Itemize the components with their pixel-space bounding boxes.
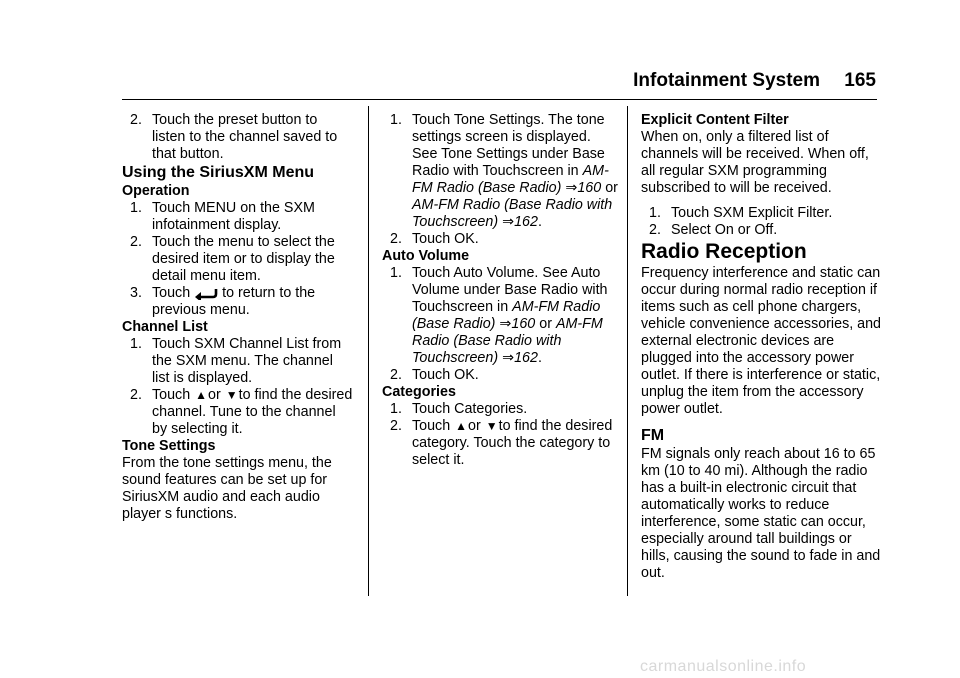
item-number: 1. <box>390 401 402 417</box>
section-heading-fm: FM <box>641 427 665 444</box>
item-text: or <box>208 387 221 403</box>
item-text: Touch <box>152 285 191 301</box>
cross-reference-link[interactable]: AM-FM Radio (Base Radio with Touchscreen) <box>412 316 603 366</box>
item-text: Touch Tone Settings. The tone settings screen is displayed. See Tone Settings under Base Radio with Touchscreen in <box>412 112 605 179</box>
cross-reference-link[interactable]: AM-FM Radio (Base Radio) <box>412 299 601 332</box>
list-item: 1. Touch Tone Settings. The tone settings screen is displayed. See Tone Settings under Base Radio with Touchscreen in AM-FM Radio (Base Radio) ⇒160 or AM-FM Radio (Base Radio with Touchscreen) ⇒162. <box>390 112 618 230</box>
item-text: Touch Auto Volume. See Auto Volume under Base Radio with Touchscreen in <box>412 265 608 315</box>
list-item: 1. Touch Auto Volume. See Auto Volume under Base Radio with Touchscreen in AM-FM Radio (Base Radio) ⇒160 or AM-FM Radio (Base Radio with Touchscreen) ⇒162. <box>390 265 608 366</box>
item-text: or <box>468 418 481 434</box>
item-number: 2. <box>130 234 142 250</box>
list-item <box>641 205 881 222</box>
page-ref[interactable]: 162 <box>514 350 538 366</box>
cross-reference-link[interactable]: AM-FM Radio (Base Radio) <box>412 163 609 196</box>
column-divider-right <box>627 106 628 596</box>
column-1 <box>122 112 354 531</box>
item-number: 1. <box>130 200 142 216</box>
item-text: Touch OK. <box>412 367 479 383</box>
list-item <box>122 200 354 234</box>
page-ref[interactable]: 160 <box>511 316 536 332</box>
up-arrow-icon: ▲ <box>455 419 468 433</box>
column-divider-left <box>368 106 369 596</box>
paragraph-explicit-filter: When on, only a filtered list of channels will be received. When off, all regular SXM programming subscribed to will be received. <box>641 129 869 196</box>
item-number: 2. <box>390 367 402 383</box>
item-text: Select On or Off. <box>671 222 778 238</box>
item-text: to find the desired channel. Tune to the channel by selecting it. <box>152 387 353 437</box>
list-item <box>641 222 881 239</box>
item-number: 1. <box>390 112 402 128</box>
paragraph-tone-settings: From the tone settings menu, the sound features can be set up for SiriusXM audio and each audio player s functions. <box>122 455 332 522</box>
up-arrow-icon: ▲ <box>195 388 208 402</box>
list-item <box>122 387 354 438</box>
page-ref[interactable]: 160 <box>577 180 602 196</box>
subheading-operation: Operation <box>122 183 190 199</box>
list-item <box>382 367 618 384</box>
list-item <box>382 231 618 248</box>
item-text: Touch Categories. <box>412 401 528 417</box>
item-text: Touch <box>412 418 451 434</box>
item-text: or <box>605 180 618 196</box>
column-3 <box>641 112 881 590</box>
list-item <box>382 401 618 418</box>
page-number: 165 <box>844 70 876 91</box>
item-number: 1. <box>130 336 142 352</box>
page-ref-arrow-icon: ⇒ <box>499 316 512 332</box>
item-number: 2. <box>130 112 142 128</box>
cross-reference-link[interactable]: AM-FM Radio (Base Radio with Touchscreen) <box>412 197 613 230</box>
header-rule <box>122 99 877 100</box>
item-text: or <box>539 316 552 332</box>
item-text: Touch the menu to select the desired item or to display the detail menu item. <box>152 234 335 284</box>
page-ref-arrow-icon: ⇒ <box>502 214 515 230</box>
item-text: Touch SXM Channel List from the SXM menu. The channel list is displayed. <box>152 336 342 386</box>
item-number: 2. <box>390 231 402 247</box>
column-2 <box>382 112 618 469</box>
list-item <box>122 112 354 163</box>
down-arrow-icon: ▼ <box>225 388 238 402</box>
list-item <box>122 336 354 387</box>
page-ref[interactable]: 162 <box>514 214 538 230</box>
list-item <box>122 285 354 319</box>
item-number: 2. <box>390 418 402 434</box>
item-number: 2. <box>130 387 142 403</box>
subheading-channel-list: Channel List <box>122 319 208 335</box>
item-text: to find the desired category. Touch the category to select it. <box>412 418 613 468</box>
item-number: 1. <box>390 265 402 281</box>
item-text: Touch SXM Explicit Filter. <box>671 205 833 221</box>
paragraph-fm: FM signals only reach about 16 to 65 km (10 to 40 mi). Although the radio has a built-in electronic circuit that automatically works to reduce interference, some static can occur, especially around tall buildings or hills, causing the sound to fade in and out. <box>641 446 881 581</box>
list-item <box>382 418 618 469</box>
back-arrow-icon <box>194 286 218 300</box>
paragraph-radio-reception: Frequency interference and static can occur during normal radio reception if items such as cell phone chargers, vehicle convenience accessories, and external electronic devices are plugged into the accessory power outlet. If there is interference or static, unplug the item from the accessory power outlet. <box>641 265 882 417</box>
watermark: carmanualsonline.info <box>640 658 807 675</box>
item-number: 2. <box>649 222 661 238</box>
item-text: to return to the previous menu. <box>152 285 316 318</box>
down-arrow-icon: ▼ <box>485 419 498 433</box>
item-number: 1. <box>649 205 661 221</box>
subheading-explicit-content-filter: Explicit Content Filter <box>641 112 789 128</box>
item-text: Touch <box>152 387 191 403</box>
subheading-tone-settings: Tone Settings <box>122 438 216 454</box>
item-text: Touch OK. <box>412 231 479 247</box>
item-number: 3. <box>130 285 142 301</box>
item-text: Touch MENU on the SXM infotainment display. <box>152 200 315 233</box>
page-ref-arrow-icon: ⇒ <box>565 180 578 196</box>
page-header-title: Infotainment System <box>633 70 820 91</box>
section-heading-siriusxm-menu: Using the SiriusXM Menu <box>122 164 315 181</box>
subheading-categories: Categories <box>382 384 456 400</box>
subheading-auto-volume: Auto Volume <box>382 248 470 264</box>
section-heading-radio-reception: Radio Reception <box>641 240 807 263</box>
list-item <box>122 234 354 285</box>
page-ref-arrow-icon: ⇒ <box>502 350 515 366</box>
item-text: Touch the preset button to listen to the channel saved to that button. <box>152 112 338 162</box>
